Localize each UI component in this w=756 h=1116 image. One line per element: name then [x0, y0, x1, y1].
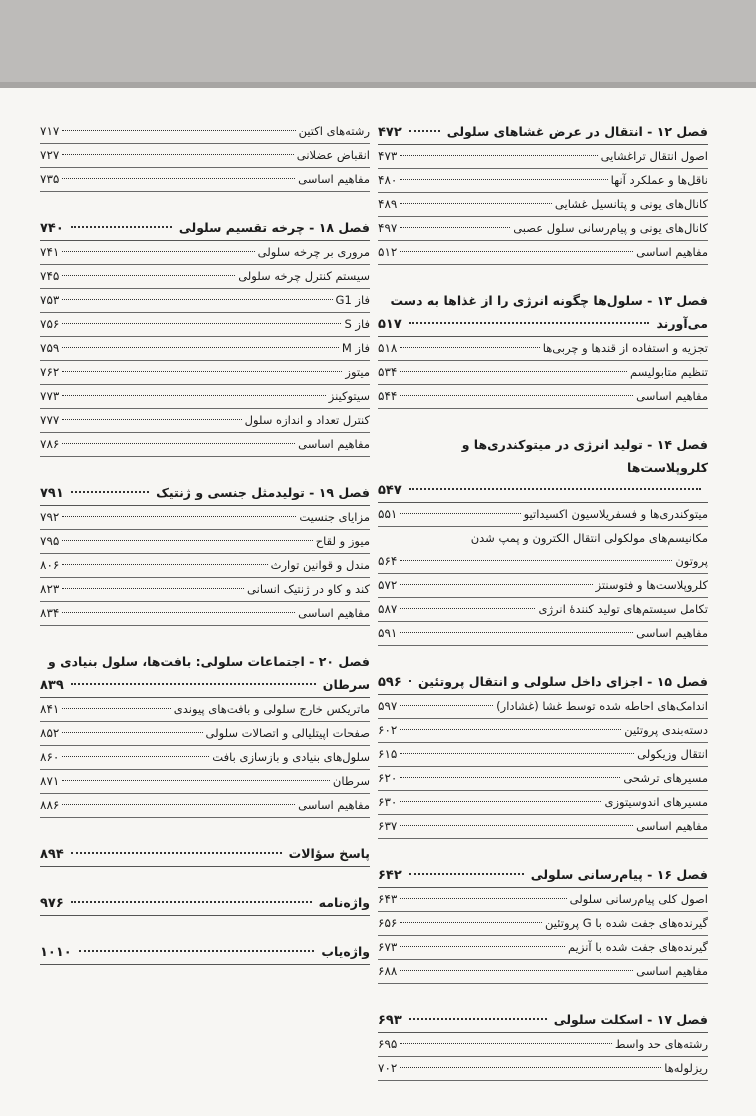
chapter-heading-title: سرطان [322, 677, 370, 692]
toc-entry-page-number: ۴۹۷ [378, 221, 398, 235]
toc-entry-leader-dots [62, 756, 209, 757]
toc-entry [40, 698, 370, 722]
toc-entry-title: کنترل تعداد و اندازه سلول [244, 413, 370, 427]
toc-entry-page-number: ۶۱۵ [378, 747, 398, 761]
chapter-block [378, 289, 708, 409]
toc-entry-title: مفاهیم اساسی [636, 626, 708, 640]
toc-entry-leader-dots [62, 419, 241, 420]
toc-entry [40, 337, 370, 361]
toc-entry [40, 794, 370, 818]
chapter-heading-page-number: ۱۰۱۰ [40, 945, 72, 960]
toc-entry-page-number: ۵۱۸ [378, 341, 398, 355]
toc-entry-leader-dots [400, 513, 520, 514]
toc-entry-page-number: ۷۴۵ [40, 269, 60, 283]
toc-entry-leader-dots [400, 395, 633, 396]
toc-entry-title: مفاهیم اساسی [636, 245, 708, 259]
toc-entry [378, 1057, 708, 1081]
toc-entry [378, 622, 708, 646]
chapter-heading-title: فصل ۱۲ - انتقال در عرض غشاهای سلولی [446, 124, 708, 139]
chapter-heading-page-number: ۵۱۷ [378, 317, 402, 332]
toc-entry-title: رشته‌های اکتین [298, 124, 370, 138]
toc-entry-leader-dots [400, 777, 620, 778]
toc-entry [378, 503, 708, 527]
toc-entry-page-number: ۵۹۱ [378, 626, 398, 640]
chapter-heading-leader-dots [409, 680, 411, 682]
chapter-heading-title: واژه‌یاب [321, 944, 370, 959]
chapter-heading-page-number: ۸۳۹ [40, 678, 64, 693]
toc-entry-leader-dots [62, 347, 339, 348]
chapter-heading-leader-dots [71, 683, 316, 685]
toc-entry-leader-dots [62, 540, 312, 541]
toc-entry-page-number: ۸۳۴ [40, 606, 60, 620]
toc-entry-leader-dots [400, 251, 633, 252]
chapter-heading-title: می‌آورند [656, 316, 708, 331]
toc-entry-leader-dots [400, 632, 633, 633]
chapter-heading-title-line1: فصل ۱۴ - تولید انرژی در میتوکندری‌ها و کلروپلاست‌ها [461, 437, 708, 475]
chapter-block [378, 863, 708, 984]
toc-entry-title: رشته‌های حد واسط [614, 1037, 708, 1051]
chapter-block [40, 891, 370, 916]
toc-entry-title: مندل و قوانین توارث [270, 558, 370, 572]
chapter-heading [40, 891, 370, 916]
toc-entry-page-number: ۸۵۲ [40, 726, 60, 740]
chapter-heading-page-number: ۵۴۷ [378, 483, 402, 498]
toc-entry-page-number: ۶۹۵ [378, 1037, 398, 1051]
chapter-heading-page-number: ۵۹۶ [378, 675, 402, 690]
toc-entry [378, 217, 708, 241]
chapter-heading-title: فصل ۱۹ - تولیدمثل جنسی و ژنتیک [156, 485, 370, 500]
toc-entry-leader-dots [62, 130, 295, 131]
toc-entry-page-number: ۵۷۲ [378, 578, 398, 592]
chapter-heading [40, 842, 370, 867]
toc-entry-leader-dots [400, 227, 510, 228]
toc-entry-leader-dots [400, 179, 607, 180]
toc-entry-page-number: ۸۶۰ [40, 750, 60, 764]
toc-entry [378, 767, 708, 791]
chapter-heading-title: فصل ۱۸ - چرخه تقسیم سلولی [178, 220, 370, 235]
chapter-heading [378, 1008, 708, 1033]
toc-entry-page-number: ۶۰۲ [378, 723, 398, 737]
toc-entry-leader-dots [62, 443, 295, 444]
toc-entry-leader-dots [400, 946, 565, 947]
chapter-heading-page-number: ۴۷۲ [378, 125, 402, 140]
toc-entry [378, 815, 708, 839]
toc-entry-title: مفاهیم اساسی [636, 389, 708, 403]
toc-entry-title: فاز M [341, 341, 370, 355]
toc-entry [40, 120, 370, 144]
toc-right-column [378, 120, 708, 1105]
toc-entry-title: گیرنده‌های جفت شده با آنزیم [568, 940, 708, 954]
toc-entry-page-number: ۶۵۶ [378, 916, 398, 930]
toc-entry-page-number: ۸۸۶ [40, 798, 60, 812]
chapter-heading-page-number: ۶۴۲ [378, 868, 402, 883]
toc-entry-leader-dots [400, 705, 493, 706]
toc-entry-leader-dots [62, 804, 295, 805]
chapter-heading-page-number: ۶۹۳ [378, 1013, 402, 1028]
toc-entry [40, 506, 370, 530]
toc-entry-leader-dots [62, 612, 295, 613]
chapter-heading-title: فصل ۱۷ - اسکلت سلولی [553, 1012, 708, 1027]
toc-entry [40, 361, 370, 385]
toc-entry-leader-dots [400, 898, 566, 899]
chapter-heading-page-number: ۸۹۴ [40, 847, 64, 862]
toc-entry-leader-dots [62, 395, 325, 396]
chapter-heading-title: پاسخ سؤالات [288, 846, 370, 861]
toc-entry [378, 361, 708, 385]
toc-entry-title: سیستم کنترل چرخه سلولی [238, 269, 370, 283]
toc-entry [40, 313, 370, 337]
toc-entry-leader-dots [62, 323, 341, 324]
toc-entry-title: اندامک‌های احاطه شده توسط غشا (غشادار) [496, 699, 708, 713]
toc-entry-page-number: ۷۳۵ [40, 172, 60, 186]
toc-entry-title: پروتون [675, 554, 708, 568]
chapter-heading [378, 670, 708, 695]
toc-entry-page-number: ۵۹۷ [378, 699, 398, 713]
chapter-block [40, 842, 370, 867]
toc-entry-title: ریزلوله‌ها [664, 1061, 708, 1075]
chapter-heading [378, 120, 708, 145]
toc-entry-leader-dots [400, 203, 552, 204]
toc-entry-page-number: ۶۷۳ [378, 940, 398, 954]
toc-entry-page-number: ۷۹۵ [40, 534, 60, 548]
toc-entry-title: کلروپلاست‌ها و فتوسنتز [595, 578, 708, 592]
toc-entry-leader-dots [400, 753, 634, 754]
chapter-heading-leader-dots [409, 1018, 547, 1020]
chapter-heading-page-number: ۷۴۰ [40, 221, 64, 236]
chapter-block [378, 120, 708, 265]
toc-entry-title: تجزیه و استفاده از قندها و چربی‌ها [542, 341, 708, 355]
toc-entry-title: مفاهیم اساسی [636, 819, 708, 833]
toc-entry-page-number: ۵۵۱ [378, 507, 398, 521]
toc-entry-title: مفاهیم اساسی [636, 964, 708, 978]
toc-entry-title: کانال‌های یونی و پیام‌رسانی سلول عصبی [513, 221, 708, 235]
toc-entry-leader-dots [62, 275, 235, 276]
chapter-heading-title-line1: فصل ۲۰ - اجتماعات سلولی: بافت‌ها، سلول بنیادی و [48, 654, 370, 669]
toc-entry-page-number: ۵۳۴ [378, 365, 398, 379]
toc-entry [378, 145, 708, 169]
toc-entry-title: مروری بر چرخه سلولی [257, 245, 370, 259]
chapter-block [378, 1008, 708, 1081]
chapter-heading-title: فصل ۱۵ - اجزای داخل سلولی و انتقال پروتئین [418, 674, 708, 689]
toc-entry-leader-dots [400, 608, 535, 609]
toc-entry [378, 912, 708, 936]
toc-entry-page-number: ۸۴۱ [40, 702, 60, 716]
toc-entry [40, 722, 370, 746]
toc-entry-title: فاز S [344, 317, 370, 331]
toc-entry-title: مفاهیم اساسی [298, 172, 370, 186]
toc-entry [378, 337, 708, 361]
chapter-block [40, 481, 370, 626]
toc-entry [40, 144, 370, 168]
toc-entry-leader-dots [400, 1067, 661, 1068]
chapter-block [40, 650, 370, 818]
chapter-heading-leader-dots [409, 873, 524, 875]
toc-entry [378, 241, 708, 265]
toc-entry-title: مسیرهای ترشحی [623, 771, 708, 785]
toc-entry [40, 265, 370, 289]
toc-entry [378, 385, 708, 409]
chapter-block [378, 670, 708, 839]
chapter-heading-title-line1: فصل ۱۳ - سلول‌ها چگونه انرژی را از غذاها به دست [390, 293, 708, 308]
toc-entry-page-number: ۸۷۱ [40, 774, 60, 788]
toc-entry [378, 550, 708, 574]
toc-entry [40, 289, 370, 313]
toc-entry-page-number: ۶۸۸ [378, 964, 398, 978]
toc-entry-leader-dots [400, 155, 597, 156]
chapter-block [40, 120, 370, 192]
chapter-heading-leader-dots [71, 226, 172, 228]
toc-entry-title: کانال‌های یونی و پتانسیل غشایی [554, 197, 708, 211]
toc-entry-title: فاز G1 [335, 293, 370, 307]
toc-entry-page-number: ۷۵۹ [40, 341, 60, 355]
toc-entry-page-number: ۵۱۲ [378, 245, 398, 259]
toc-entry [40, 530, 370, 554]
toc-entry-leader-dots [62, 564, 267, 565]
toc-entry-title: ناقل‌ها و عملکرد آنها [610, 173, 708, 187]
toc-entry-title: مسیرهای اندوسیتوزی [604, 795, 708, 809]
toc-entry-title: سلول‌های بنیادی و بازسازی بافت [212, 750, 370, 764]
toc-entry [378, 598, 708, 622]
toc-entry-title: اصول کلی پیام‌رسانی سلولی [569, 892, 708, 906]
toc-entry-page-number: ۴۷۳ [378, 149, 398, 163]
toc-left-column [40, 120, 370, 989]
toc-entry-leader-dots [62, 299, 332, 300]
toc-entry-title: تکامل سیستم‌های تولید کنندهٔ انرژی [538, 602, 708, 616]
toc-entry-leader-dots [62, 708, 170, 709]
toc-entry-leader-dots [400, 922, 542, 923]
toc-entry-page-number: ۷۲۷ [40, 148, 60, 162]
toc-entry-page-number: ۵۸۷ [378, 602, 398, 616]
toc-entry-leader-dots [400, 347, 539, 348]
toc-entry-title: میوز و لقاح [315, 534, 370, 548]
toc-entry-leader-dots [400, 371, 627, 372]
toc-entry-title: سرطان [332, 774, 370, 788]
toc-entry-title: مزایای جنسیت [299, 510, 370, 524]
toc-entry-title-line1: مکانیسم‌های مولکولی انتقال الکترون و پمپ شدن [470, 531, 708, 545]
toc-entry [40, 770, 370, 794]
toc-entry [378, 193, 708, 217]
toc-entry-title: انتقال وزیکولی [637, 747, 708, 761]
toc-entry-page-number: ۷۷۳ [40, 389, 60, 403]
chapter-heading [40, 940, 370, 965]
toc-entry-page-number: ۶۴۳ [378, 892, 398, 906]
chapter-heading-leader-dots [71, 491, 149, 493]
toc-entry-leader-dots [400, 560, 672, 561]
toc-entry-leader-dots [62, 516, 296, 517]
toc-entry-leader-dots [400, 584, 592, 585]
toc-entry-title: ماتریکس خارج سلولی و بافت‌های پیوندی [173, 702, 370, 716]
chapter-heading-page-number: ۹۷۶ [40, 896, 64, 911]
toc-entry-title: سیتوکینز [328, 389, 370, 403]
toc-entry [378, 574, 708, 598]
toc-entry [40, 409, 370, 433]
toc-entry-page-number: ۷۸۶ [40, 437, 60, 451]
toc-entry [378, 1033, 708, 1057]
toc-entry-page-number: ۶۳۷ [378, 819, 398, 833]
chapter-heading-leader-dots [79, 950, 315, 952]
toc-entry-page-number: ۸۲۳ [40, 582, 60, 596]
toc-entry-title: تنظیم متابولیسم [629, 365, 708, 379]
toc-entry-title: صفحات اپیتلیالی و اتصالات سلولی [205, 726, 370, 740]
toc-entry-title: دسته‌بندی پروتئین [624, 723, 708, 737]
toc-entry-page-number: ۷۷۷ [40, 413, 60, 427]
toc-entry-page-number: ۷۰۲ [378, 1061, 398, 1075]
toc-entry [40, 168, 370, 192]
toc-entry [378, 719, 708, 743]
toc-entry-page-number: ۴۸۹ [378, 197, 398, 211]
toc-entry-page-number: ۷۱۷ [40, 124, 60, 138]
toc-entry [378, 960, 708, 984]
toc-entry [40, 746, 370, 770]
toc-entry-leader-dots [400, 801, 601, 802]
toc-entry-page-number: ۵۶۴ [378, 554, 398, 568]
chapter-heading-leader-dots [71, 852, 282, 854]
chapter-heading-leader-dots [409, 322, 650, 324]
chapter-heading [40, 216, 370, 241]
chapter-heading [40, 673, 370, 698]
toc-entry-title: کند و کاو در ژنتیک انسانی [247, 582, 370, 596]
chapter-heading-title: فصل ۱۶ - پیام‌رسانی سلولی [530, 867, 708, 882]
chapter-block [378, 433, 708, 646]
toc-entry-page-number: ۷۵۶ [40, 317, 60, 331]
toc-entry-leader-dots [62, 732, 202, 733]
toc-entry [40, 554, 370, 578]
toc-entry [378, 695, 708, 719]
chapter-heading-leader-dots [409, 130, 440, 132]
toc-entry-leader-dots [62, 371, 342, 372]
toc-entry [40, 241, 370, 265]
toc-entry-title: انقباض عضلانی [296, 148, 370, 162]
chapter-heading-title: واژه‌نامه [318, 895, 370, 910]
toc-entry-title: مفاهیم اساسی [298, 798, 370, 812]
toc-entry [40, 385, 370, 409]
chapter-heading-leader-dots [71, 901, 312, 903]
toc-entry-page-number: ۷۹۲ [40, 510, 60, 524]
toc-entry-title: اصول انتقال تراغشایی [600, 149, 708, 163]
toc-entry [378, 791, 708, 815]
toc-entry-leader-dots [400, 1043, 612, 1044]
toc-entry-page-number: ۴۸۰ [378, 173, 398, 187]
toc-entry-leader-dots [400, 970, 633, 971]
toc-entry-page-number: ۷۴۱ [40, 245, 60, 259]
toc-entry [40, 433, 370, 457]
toc-entry-leader-dots [400, 729, 621, 730]
chapter-heading [378, 479, 708, 503]
toc-entry-title: میتوکندری‌ها و فسفریلاسیون اکسیداتیو [523, 507, 708, 521]
chapter-block [40, 216, 370, 457]
toc-entry [378, 888, 708, 912]
toc-entry [378, 169, 708, 193]
toc-entry-leader-dots [400, 825, 633, 826]
toc-entry-page-number: ۶۳۰ [378, 795, 398, 809]
toc-entry [378, 936, 708, 960]
chapter-block [40, 940, 370, 965]
toc-entry [378, 743, 708, 767]
toc-entry-leader-dots [62, 588, 244, 589]
chapter-heading-page-number: ۷۹۱ [40, 486, 64, 501]
toc-entry-title: میتوز [345, 365, 370, 379]
toc-entry-page-number: ۵۴۴ [378, 389, 398, 403]
toc-entry-leader-dots [62, 178, 295, 179]
toc-entry-title: گیرنده‌های جفت شده با G پروتئین [545, 916, 708, 930]
top-gray-band [0, 0, 756, 88]
toc-entry [40, 602, 370, 626]
toc-entry-leader-dots [62, 780, 330, 781]
toc-entry [40, 578, 370, 602]
toc-entry-page-number: ۷۵۳ [40, 293, 60, 307]
toc-entry-leader-dots [62, 251, 254, 252]
toc-entry-title: مفاهیم اساسی [298, 437, 370, 451]
toc-entry-page-number: ۸۰۶ [40, 558, 60, 572]
chapter-heading [378, 863, 708, 888]
toc-entry-page-number: ۷۶۲ [40, 365, 60, 379]
chapter-heading [40, 481, 370, 506]
chapter-heading [378, 312, 708, 337]
toc-entry-page-number: ۶۲۰ [378, 771, 398, 785]
toc-entry-leader-dots [62, 154, 293, 155]
chapter-heading-leader-dots [409, 488, 701, 490]
toc-entry-title: مفاهیم اساسی [298, 606, 370, 620]
